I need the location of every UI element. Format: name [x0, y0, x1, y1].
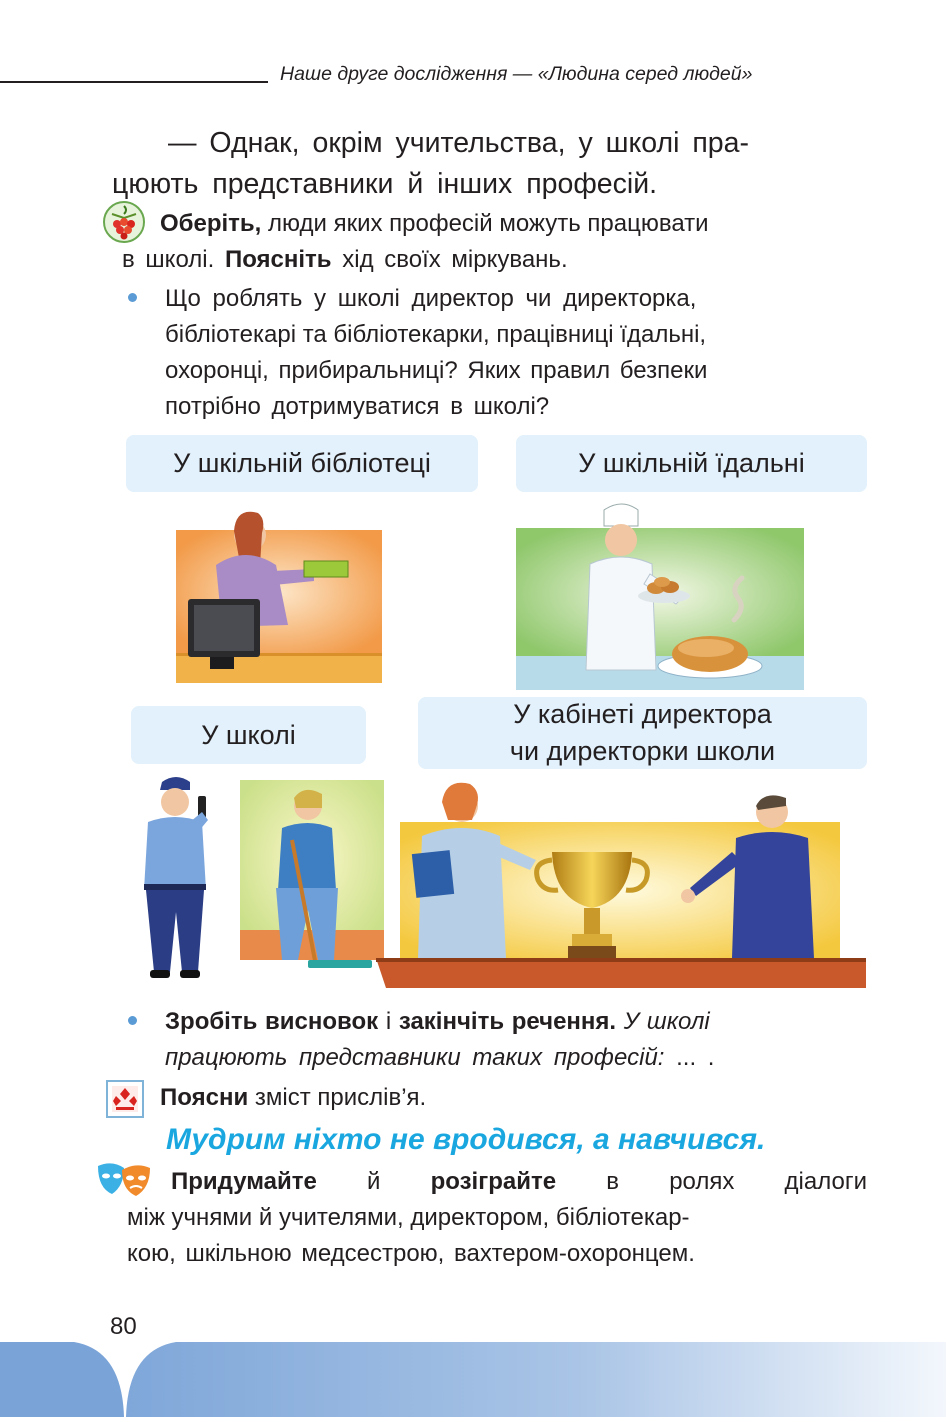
- bullet-2-and: і: [378, 1008, 399, 1035]
- intro-paragraph: [112, 123, 866, 205]
- bullet-2: [165, 1004, 867, 1076]
- caption-library-text: У шкільній бібліотеці: [173, 448, 431, 478]
- task-1-text-3: хід своїх міркувань.: [342, 246, 568, 273]
- caption-library: [126, 435, 478, 492]
- caption-office-line-1: У кабінеті директора: [513, 699, 772, 729]
- caption-school: [131, 706, 366, 764]
- embroidery-card-icon: [106, 1080, 144, 1118]
- intro-line-1: — Однак, окрім учительства, у школі пра-: [168, 127, 749, 159]
- caption-canteen-text: У шкільній їдальні: [578, 448, 805, 478]
- guard-illustration: [128, 772, 222, 982]
- task-3-word-1: в: [606, 1168, 620, 1195]
- bullet-1-line-1: Що роблять у школі директор чи директорка,: [165, 285, 697, 312]
- task-3-word-3: діалоги: [784, 1168, 867, 1195]
- intro-line-2: цюють представники й інших професій.: [112, 168, 658, 200]
- caption-office-line-2: чи директорки школи: [509, 736, 776, 766]
- bullet-2-line-2: [165, 1040, 867, 1076]
- task-1-line-1: [122, 206, 867, 242]
- task-1-bold-explain: Поясніть: [224, 246, 332, 273]
- task-3-line-1: [127, 1164, 867, 1200]
- bullet-2-ellipsis: ... .: [664, 1044, 715, 1071]
- task-3-line-2: між учнями й учителями, директором, бібліотекар-: [127, 1204, 690, 1231]
- caption-office: [418, 697, 867, 769]
- bullet-2-italic-1: У школі: [616, 1008, 710, 1035]
- task-2: [160, 1080, 426, 1116]
- bullet-2-bold-finish: закінчіть речення.: [398, 1008, 617, 1035]
- task-3: [127, 1164, 867, 1272]
- bullet-1: [165, 281, 867, 425]
- task-2-bold: Поясни: [160, 1084, 249, 1111]
- task-1-line-2: [122, 242, 867, 278]
- bullet-2-bold-conclusion: Зробіть висновок: [165, 1008, 379, 1035]
- task-1-text-1: люди яких професій можуть працювати: [261, 210, 709, 237]
- bullet-marker: [128, 293, 137, 302]
- bullet-1-line-4: потрібно дотримуватися в школі?: [165, 393, 550, 420]
- caption-school-text: У школі: [201, 719, 296, 750]
- task-1-text-2: в школі.: [122, 246, 215, 273]
- office-illustration: [376, 772, 866, 988]
- header-rule: [0, 81, 268, 83]
- cook-illustration: [516, 500, 804, 690]
- task-3-line-3: кою, шкільною медсестрою, вахтером-охоронцем.: [127, 1240, 695, 1267]
- task-3-bold-act: розіграйте: [430, 1168, 557, 1195]
- bullet-2-line-1: [165, 1004, 867, 1040]
- task-3-bold-devise: Придумайте: [171, 1168, 317, 1195]
- task-3-and: й: [367, 1168, 381, 1195]
- footer-band: [0, 1342, 946, 1417]
- running-head: Наше друге дослідження — «Людина серед людей»: [280, 63, 753, 85]
- cleaner-illustration: [238, 780, 386, 980]
- librarian-illustration: [176, 505, 382, 683]
- task-1-bold-choose: Оберіть,: [160, 210, 262, 237]
- task-2-text: зміст прислів’я.: [248, 1084, 427, 1111]
- bullet-1-line-3: охоронці, прибиральниці? Яких правил безпеки: [165, 357, 708, 384]
- page-number: 80: [110, 1313, 137, 1340]
- task-1: [122, 206, 867, 278]
- bullet-2-italic-2: працюють представники таких професій:: [165, 1044, 665, 1071]
- proverb: Мудрим ніхто не вродився, а навчився.: [166, 1123, 766, 1156]
- caption-canteen: [516, 435, 867, 492]
- task-3-word-2: ролях: [669, 1168, 735, 1195]
- bullet-1-line-2: бібліотекарі та бібліотекарки, працівниці їдальні,: [165, 321, 707, 348]
- bullet-marker: [128, 1016, 137, 1025]
